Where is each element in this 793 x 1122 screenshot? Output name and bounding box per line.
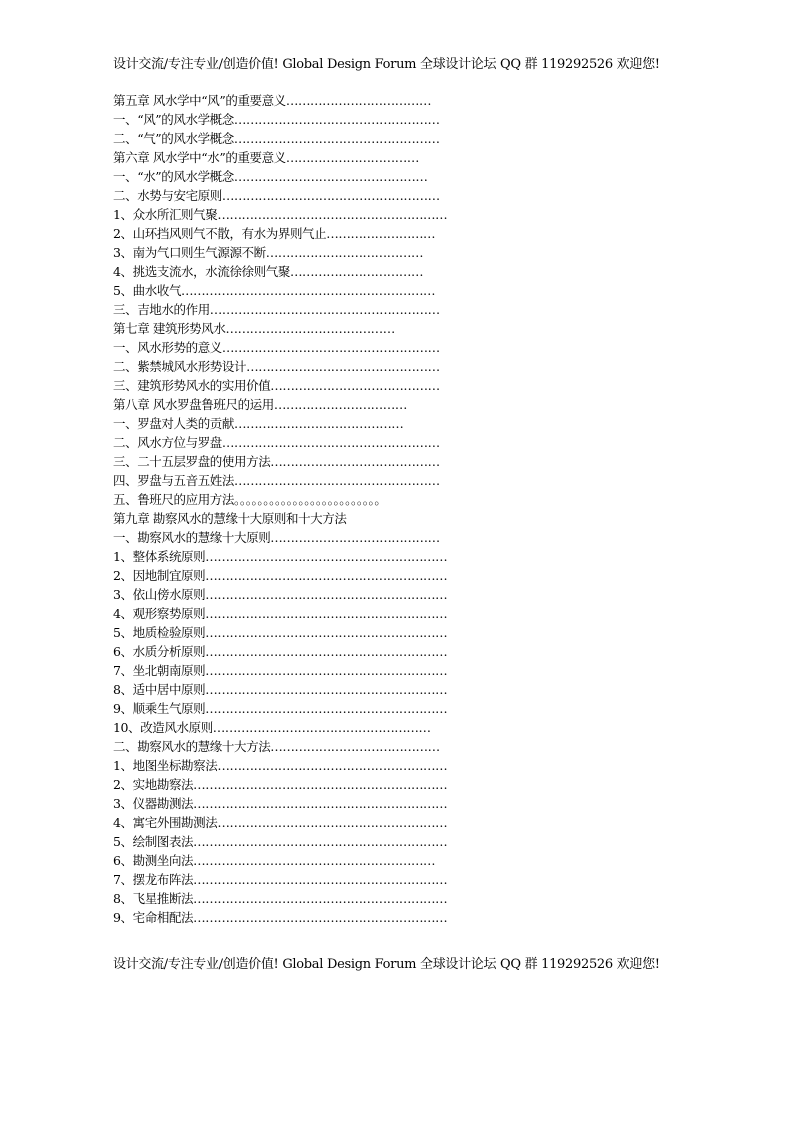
toc-line: 4、观形察势原则……………………………………………………: [113, 606, 448, 621]
toc-line: 7、摆龙布阵法………………………………………………………: [113, 872, 448, 887]
toc-line: 1、众水所汇则气聚…………………………………………………: [113, 207, 448, 222]
toc-line: 5、地质检验原则……………………………………………………: [113, 625, 448, 640]
toc-line: 第五章 风水学中“风”的重要意义………………………………: [113, 93, 432, 108]
toc-line: 8、飞星推断法………………………………………………………: [113, 891, 448, 906]
toc-line: 4、挑选支流水，水流徐徐则气聚……………………………: [113, 264, 424, 279]
toc-line: 一、“风”的风水学概念……………………………………………: [113, 112, 440, 127]
toc-line: 5、绘制图表法………………………………………………………: [113, 834, 448, 849]
toc-line: 二、勘察风水的慧缘十大方法……………………………………: [113, 739, 440, 754]
toc-line: 第八章 风水罗盘鲁班尺的运用……………………………: [113, 397, 407, 412]
toc-line: 一、“水”的风水学概念…………………………………………: [113, 169, 428, 184]
toc-line: 一、罗盘对人类的贡献……………………………………: [113, 416, 404, 431]
toc-line: 9、宅命相配法………………………………………………………: [113, 910, 448, 925]
toc-line: 2、因地制宜原则……………………………………………………: [113, 568, 448, 583]
toc-line: 三、吉地水的作用…………………………………………………: [113, 302, 440, 317]
toc-line: 五、鲁班尺的应用方法。。。。。。。。。。。。。。。。。。。。。。。。。: [113, 492, 387, 507]
toc-line: 二、水势与安宅原则………………………………………………: [113, 188, 440, 203]
toc-line: 1、整体系统原则……………………………………………………: [113, 549, 448, 564]
toc-line: 7、坐北朝南原则……………………………………………………: [113, 663, 448, 678]
footer-banner: 设计交流/专注专业/创造价值! Global Design Forum 全球设计论坛 QQ 群 119292526 欢迎您!: [113, 957, 660, 972]
toc-line: 二、紫禁城风水形势设计…………………………………………: [113, 359, 440, 374]
toc-line: 第九章 勘察风水的慧缘十大原则和十大方法: [113, 511, 347, 526]
toc-line: 2、山环挡风则气不散，有水为界则气止………………………: [113, 226, 436, 241]
toc-line: 4、寓宅外围勘测法…………………………………………………: [113, 815, 448, 830]
toc-line: 6、水质分析原则……………………………………………………: [113, 644, 448, 659]
toc-line: 2、实地勘察法………………………………………………………: [113, 777, 448, 792]
toc-line: 3、仪器勘测法………………………………………………………: [113, 796, 448, 811]
toc-line: 8、适中居中原则……………………………………………………: [113, 682, 448, 697]
toc-line: 二、“气”的风水学概念……………………………………………: [113, 131, 440, 146]
toc-line: 四、罗盘与五音五姓法……………………………………………: [113, 473, 440, 488]
toc-line: 5、曲水收气………………………………………………………: [113, 283, 436, 298]
toc-line: 第六章 风水学中“水”的重要意义……………………………: [113, 150, 419, 165]
toc-line: 一、风水形势的意义………………………………………………: [113, 340, 440, 355]
toc-line: 1、地图坐标勘察法…………………………………………………: [113, 758, 448, 773]
toc-line: 三、建筑形势风水的实用价值……………………………………: [113, 378, 440, 393]
table-of-contents: [113, 91, 673, 927]
toc-line: 第七章 建筑形势风水……………………………………: [113, 321, 395, 336]
toc-line: 一、勘察风水的慧缘十大原则……………………………………: [113, 530, 440, 545]
toc-line: 10、改造风水原则………………………………………………: [113, 720, 431, 735]
header-banner: 设计交流/专注专业/创造价值! Global Design Forum 全球设计论坛 QQ 群 119292526 欢迎您!: [113, 57, 660, 72]
toc-line: 3、依山傍水原则……………………………………………………: [113, 587, 448, 602]
toc-line: 6、勘测坐向法……………………………………………………: [113, 853, 436, 868]
toc-line: 9、顺乘生气原则……………………………………………………: [113, 701, 448, 716]
toc-line: 3、南为气口则生气源源不断…………………………………: [113, 245, 424, 260]
toc-line: 二、风水方位与罗盘………………………………………………: [113, 435, 440, 450]
toc-line: 三、二十五层罗盘的使用方法……………………………………: [113, 454, 440, 469]
